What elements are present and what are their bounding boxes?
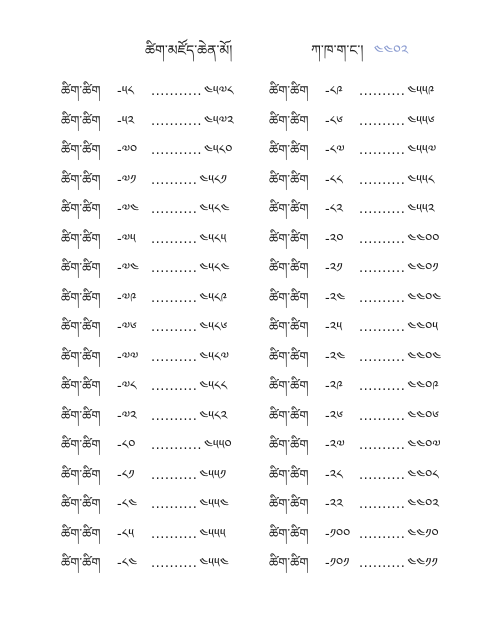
entry-page: ༤༥༥༤ [199,556,229,571]
entry-leader-dots: .......... [151,261,198,276]
entry-number: -༨༧ [325,143,345,158]
entry-label: ཚིག་ཚིག [61,290,101,306]
entry-number: -༧༤ [117,202,139,217]
entry-number: -༨༢ [325,202,344,217]
entry-label: ཚིག་ཚིག [61,231,101,247]
index-entry [61,106,251,136]
index-entry [61,194,251,224]
entry-leader-dots: .......... [151,231,198,247]
entry-label: ཚིག་ཚིག [61,379,101,394]
entry-label: ཚིག་ཚིག [61,438,101,453]
entry-number: -༢༨ [325,467,344,483]
entry-number: -༢༥ [325,320,343,335]
entry-page: ༤༥༨༧ [199,349,229,365]
entry-page: ༤༥༨༦ [199,320,228,335]
entry-leader-dots: .......... [359,172,406,188]
index-entry [269,342,459,372]
entry-number: -༢༤ [325,349,346,365]
index-entry [61,489,251,519]
header-right [311,34,408,74]
entry-label: ཚིག་ཚིག [269,467,309,483]
entry-label: ཚིག་ཚིག [61,526,101,542]
entry-leader-dots: .......... [151,320,198,335]
entry-number: -༧༧ [117,349,139,365]
entry-number: -༨༥ [117,526,135,542]
entry-page: ༤༥༨༥ [199,231,227,247]
index-entry [61,165,251,195]
entry-page: ༤༤༡༠ [407,526,439,542]
entry-number: -༢༢ [325,497,344,512]
entry-number: -༢༡ [325,261,343,276]
entry-label: ཚིག་ཚིག [269,526,309,542]
entry-page: ༤༥༥༨ [407,172,435,188]
entry-leader-dots: .......... [359,143,406,158]
entry-label: ཚིག་ཚིག [269,84,309,99]
entry-page: ༤༤༠༥ [407,320,439,335]
entry-number: -༨༤ [117,497,138,512]
entry-number: -༨༤ [117,556,138,571]
entry-page: ༤༤༠༧ [407,438,441,453]
entry-leader-dots: .......... [359,320,406,335]
entry-label: ཚིག་ཚིག [269,438,309,453]
entry-page: ༤༤༡༡ [407,556,438,571]
entry-page: ༤༤༠༡ [407,261,439,276]
entry-label: ཚིག་ཚིག [269,408,309,424]
entry-page: ༤༤༠༠ [407,231,440,247]
entry-label: ཚིག་ཚིག [269,290,309,306]
entry-label: ཚིག་ཚིག [61,556,101,571]
entry-page: ༤༥༥༥ [199,526,226,542]
entry-leader-dots: .......... [151,497,198,512]
index-entry [61,401,251,431]
index-entry [269,76,459,106]
entry-number: -༧༡ [117,172,137,188]
entry-leader-dots: .......... [151,349,198,365]
index-entry [61,519,251,549]
index-entry [269,430,459,460]
entry-label: ཚིག་ཚིག [61,113,101,129]
entry-label: ཚིག་ཚིག [61,408,101,424]
index-entry [61,312,251,342]
entry-number: -༧༥ [117,231,136,247]
entry-label: ཚིག་ཚིག [269,231,309,247]
index-entry [269,224,459,254]
entry-page: ༤༥༨༡ [199,172,227,188]
entry-page: ༤༥༧༨ [203,84,234,99]
index-entry [269,460,459,490]
entry-leader-dots: .......... [359,467,406,483]
entry-number: -༧༩ [117,290,137,306]
index-entry [269,401,459,431]
entry-page: ༤༥༨༤ [199,202,230,217]
entry-leader-dots: .......... [359,202,406,217]
index-column-left [61,76,251,578]
index-entry [61,76,251,106]
index-entry [61,224,251,254]
entry-label: ཚིག་ཚིག [269,349,309,365]
entry-page: ༤༥༨༠ [203,143,233,158]
index-entry [269,194,459,224]
entry-leader-dots: .......... [359,84,406,99]
entry-label: ཚིག་ཚིག [61,349,101,365]
entry-label: ཚིག་ཚིག [61,467,101,483]
entry-page: ༤༤༠༦ [407,408,440,424]
entry-number: -༢༦ [325,408,344,424]
entry-leader-dots: .......... [151,526,198,542]
entry-page: ༤༥༨༩ [199,290,228,306]
index-entry [269,371,459,401]
entry-label: ཚིག་ཚིག [269,202,309,217]
entry-page: ༤༥༥༡ [199,467,227,483]
entry-leader-dots: ........... [151,143,202,158]
entry-leader-dots: .......... [151,202,198,217]
entry-leader-dots: .......... [359,497,406,512]
entry-page: ༤༥༨༢ [199,408,228,424]
entry-label: ཚིག་ཚིག [269,261,309,276]
index-entry [61,371,251,401]
entry-leader-dots: .......... [359,231,406,247]
entry-leader-dots: ........... [151,84,202,99]
entry-number: -༨༨ [325,172,343,188]
index-entry [61,460,251,490]
index-entry [269,312,459,342]
entry-leader-dots: .......... [359,261,406,276]
page-number: ༤༤༠༢ [373,43,409,59]
entry-page: ༤༤༠༤ [407,349,442,365]
entry-leader-dots: .......... [359,556,406,571]
entry-label: ཚིག་ཚིག [269,113,309,129]
entry-number: -༢༧ [325,438,345,453]
entry-label: ཚིག་ཚིག [269,172,309,188]
entry-number: -༨༡ [117,467,135,483]
entry-leader-dots: .......... [359,349,406,365]
entry-page: ༤༥༥༤ [199,497,229,512]
entry-page: ༤༤༠༤ [407,290,442,306]
entry-number: -༧༨ [117,379,137,394]
index-entry [269,106,459,136]
entry-number: -༨༦ [325,113,343,129]
index-entry [61,253,251,283]
entry-number: -༨༩ [325,84,343,99]
entry-label: ཚིག་ཚིག [269,497,309,512]
entry-number: -༥༨ [117,84,135,99]
index-entry [61,430,251,460]
entry-page: ༤༥༥༦ [407,113,435,129]
entry-label: ཚིག་ཚིག [61,202,101,217]
entry-leader-dots: .......... [359,290,406,306]
entry-leader-dots: .......... [151,379,198,394]
index-entry [269,283,459,313]
entry-label: ཚིག་ཚིག [61,261,101,276]
entry-page: ༤༥༥༠ [203,438,232,453]
header-subtitle: ཀ་ཁ་ག་ང་། [311,43,364,59]
entry-number: -༧༦ [117,320,137,335]
entry-page: ༤༥༥༢ [407,202,435,217]
entry-page: ༤༥༥༩ [407,84,435,99]
entry-label: ཚིག་ཚིག [61,320,101,335]
entry-number: -༡༠༡ [325,556,350,571]
index-entry [269,135,459,165]
entry-page: ༤༤༠༩ [407,379,439,394]
entry-leader-dots: ........... [151,438,202,453]
index-entry [269,489,459,519]
index-entry [61,283,251,313]
page-header [0,34,494,58]
entry-leader-dots: .......... [359,408,406,424]
entry-number: -༢༠ [325,231,344,247]
entry-leader-dots: .......... [359,526,406,542]
entry-label: ཚིག་ཚིག [61,84,101,99]
entry-page: ༤༥༨༤ [199,261,230,276]
entry-number: -༧༢ [117,408,137,424]
entry-leader-dots: .......... [359,113,406,129]
entry-page: ༤༥༧༢ [203,113,234,129]
entry-label: ཚིག་ཚིག [269,320,309,335]
entry-label: ཚིག་ཚིག [269,556,309,571]
entry-label: ཚིག་ཚིག [269,379,309,394]
entry-label: ཚིག་ཚིག [61,172,101,188]
index-entry [61,548,251,578]
index-entry [269,165,459,195]
entry-page: ༤༤༠༢ [407,497,440,512]
entry-number: -༢༤ [325,290,346,306]
entry-number: -༡༠༠ [325,526,351,542]
entry-leader-dots: .......... [359,379,406,394]
entry-leader-dots: .......... [151,408,198,424]
index-column-right [269,76,459,578]
entry-leader-dots: .......... [151,556,198,571]
entry-number: -༨༠ [117,438,136,453]
entry-page: ༤༤༠༨ [407,467,439,483]
entry-leader-dots: ........... [151,113,202,129]
entry-leader-dots: .......... [151,290,198,306]
index-entry [269,519,459,549]
entry-leader-dots: .......... [151,172,198,188]
index-entry [269,253,459,283]
index-entry [61,342,251,372]
entry-label: ཚིག་ཚིག [269,143,309,158]
entry-label: ཚིག་ཚིག [61,497,101,512]
entry-page: ༤༥༥༧ [407,143,437,158]
entry-leader-dots: .......... [151,467,198,483]
index-entry [269,548,459,578]
entry-number: -༥༢ [117,113,135,129]
entry-number: -༧༠ [117,143,138,158]
entry-page: ༤༥༨༨ [199,379,228,394]
entry-leader-dots: .......... [359,438,406,453]
header-title: ཚིག་མཛོད་ཆེན་མོ། [145,43,233,59]
entry-number: -༧༤ [117,261,139,276]
entry-label: ཚིག་ཚིག [61,143,101,158]
index-entry [61,135,251,165]
entry-number: -༢༩ [325,379,343,394]
